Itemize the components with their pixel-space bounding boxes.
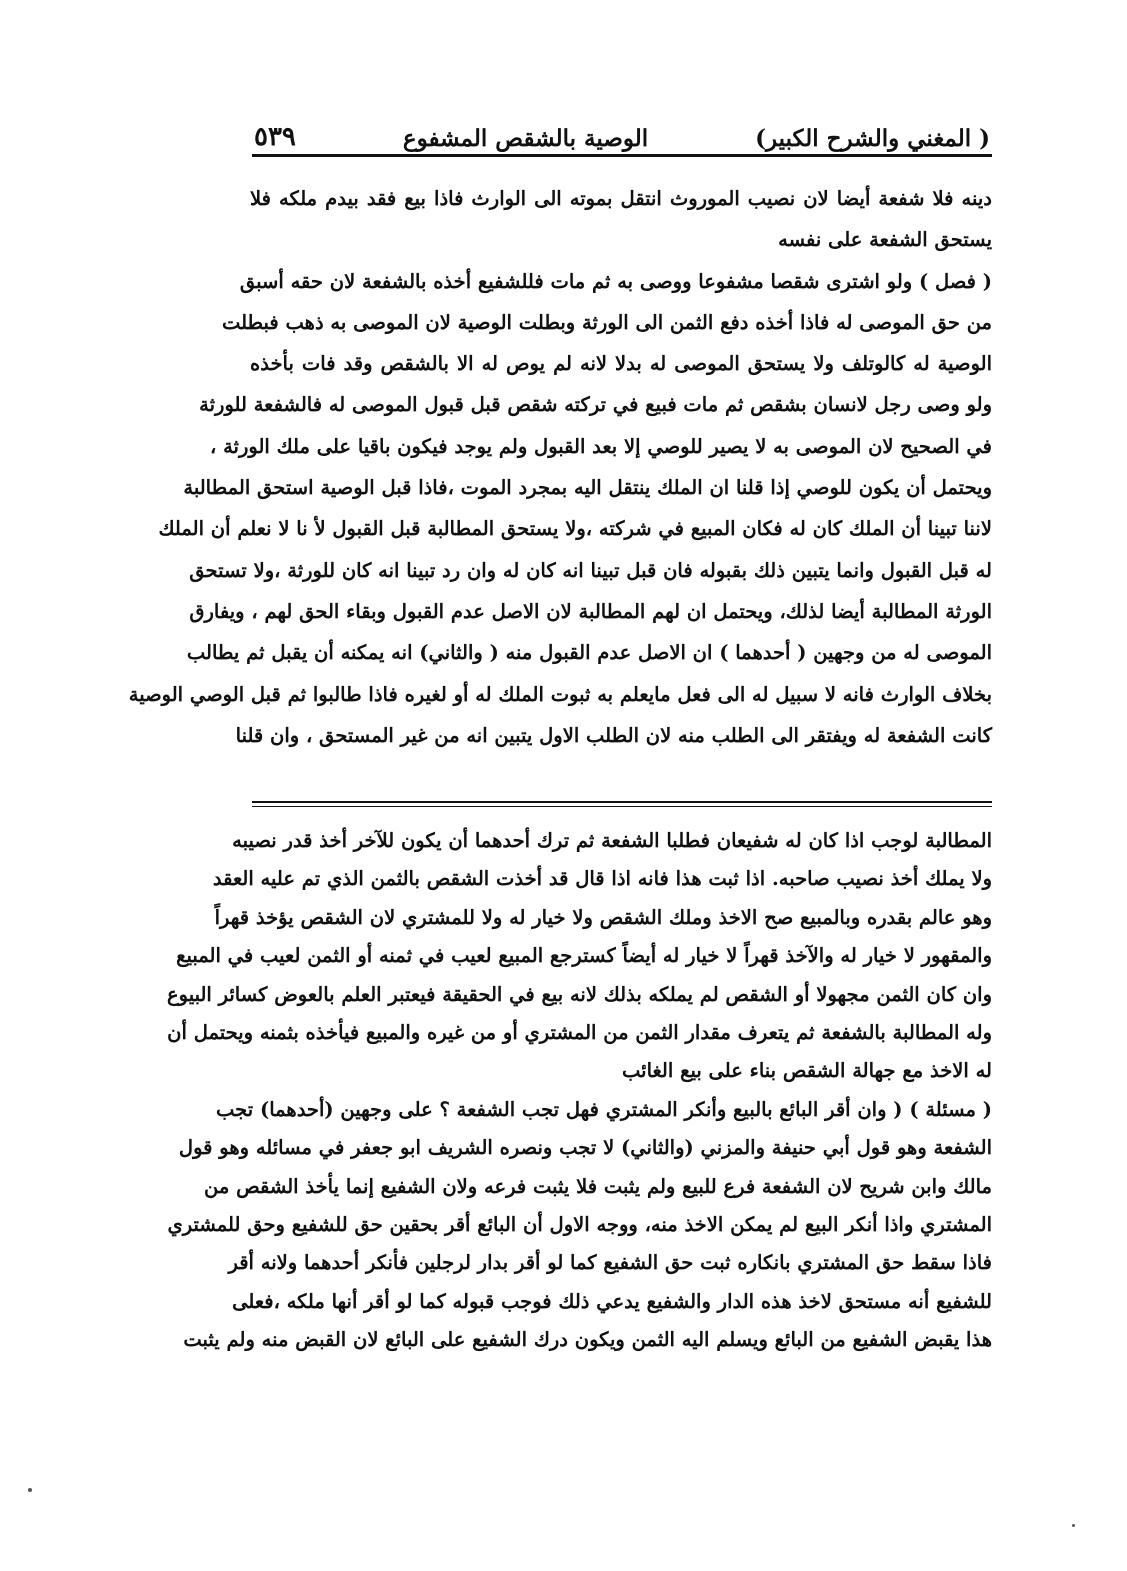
running-header — [254, 112, 990, 152]
main-text-line: ويحتمل أن يكون للوصي إذا قلنا ان الملك ينتقل اليه بمجرد الموت ،فاذا قبل الوصية استحق المطالبة — [183, 476, 992, 500]
main-text-line: من حق الموصى له فاذا أخذه دفع الثمن الى الورثة وبطلت الوصية لان الموصى به ذهب فبطلت — [221, 310, 992, 334]
commentary-line: والمقهور لا خيار له والآخذ قهراً لا خيار له أيضاً كسترجع المبيع لعيب في ثمنه أو الثمن لعيب في المبيع — [176, 944, 992, 968]
footnote-rule-bottom — [252, 806, 992, 807]
scan-speck — [1072, 1524, 1075, 1527]
main-text-line: الموصى له من وجهين ( أحدهما ) ان الاصل عدم القبول منه ( والثاني) انه يمكنه أن يقبل ثم يطالب — [186, 641, 992, 665]
commentary-line: مالك وابن شريح لان الشفعة فرع للبيع ولم يثبت فلا يثبت فرعه ولان الشفيع إنما يأخذ الشقص من — [204, 1174, 992, 1198]
commentary-line: المطالبة لوجب اذا كان له شفيعان فطلبا الشفعة ثم ترك أحدهما أن يكون للآخر أخذ قدر نصيبه — [232, 829, 992, 852]
section-title: الوصية بالشقص المشفوع — [402, 125, 649, 152]
commentary-line: هذا يقبض الشفيع من البائع ويسلم اليه الثمن ويكون درك الشفيع على البائع لان القبض منه ولم يثبت — [183, 1328, 992, 1352]
commentary-line: ولا يملك أخذ نصيب صاحبه. اذا ثبت هذا فانه اذا قال قد أخذت الشقص بالثمن الذي تم عليه العقد — [212, 867, 992, 891]
main-text-line: ولو وصى رجل لانسان بشقص ثم مات فبيع في تركته شقص قبل قبول الموصى له فالشفعة للورثة — [199, 393, 992, 417]
main-text-line: له قبل القبول وانما يتبين ذلك بقبوله فان قبل تبينا انه كان له وان رد تبينا انه كان للورثة ،ولا تستحق — [189, 558, 992, 582]
commentary-line: ( مسئلة ) ( وان أقر البائع بالبيع وأنكر المشتري فهل تجب الشفعة ؟ على وجهين (أحدهما) تجب — [216, 1097, 992, 1121]
main-text-line: ( فصل ) ولو اشترى شقصا مشفوعا ووصى به ثم مات فللشفيع أخذه بالشفعة لان حقه أسبق — [239, 269, 992, 293]
header-rule — [252, 154, 992, 157]
scan-speck — [28, 1488, 32, 1492]
main-text-line: الوصية له كالوتلف ولا يستحق الموصى له بدلا لانه لم يوص له الا بالشقص وقد فات بأخذه — [250, 352, 992, 376]
commentary-line: وله المطالبة بالشفعة ثم يتعرف مقدار الثمن من المشتري أو من غيره والمبيع فيأخذه بثمنه ويحتمل أن — [167, 1021, 992, 1045]
main-text-line: لاننا تبينا أن الملك كان له فكان المبيع في شركته ،ولا يستحق المطالبة قبل القبول لأ نا لا نعلم أن الملك — [158, 517, 992, 541]
footnote-rule-top — [252, 801, 992, 803]
commentary-text — [167, 822, 992, 1360]
main-text-line: في الصحيح لان الموصى به لا يصير للوصي إلا بعد القبول ولم يوجد فيكون باقيا على ملك الورثة ، — [210, 434, 992, 458]
commentary-line: المشتري واذا أنكر البيع لم يمكن الاخذ منه، ووجه الاول أن البائع أقر بحقين حق للشفيع وحق للمشتري — [167, 1213, 992, 1237]
commentary-line: له الاخذ مع جهالة الشقص بناء على بيع الغائب — [622, 1059, 992, 1083]
main-text-line: الورثة المطالبة أيضا لذلك، ويحتمل ان لهم المطالبة لان الاصل عدم القبول وبقاء الحق لهم ، ويفارق — [189, 599, 992, 623]
commentary-line: وان كان الثمن مجهولا أو الشقص لم يملكه بذلك لانه بيع في الحقيقة فيعتبر العلم بالعوض كسائر البيوع — [167, 982, 992, 1006]
main-text-line: بخلاف الوارث فانه لا سبيل له الى فعل مايعلم به ثبوت الملك له أو لغيره فاذا طالبوا ثم قبل الوصي الوصية — [128, 682, 992, 706]
commentary-line: وهو عالم بقدره وبالمبيع صح الاخذ وملك الشقص ولا خيار له ولا للمشتري لان الشقص يؤخذ قهراً — [214, 905, 992, 929]
commentary-line: للشفيع أنه مستحق لاخذ هذه الدار والشفيع يدعي ذلك فوجب قبوله كما لو أقر أنها ملكه ،فعلى — [232, 1289, 992, 1313]
main-text — [128, 178, 992, 756]
page-number: ٥٣٩ — [254, 122, 296, 152]
book-title: ( المغني والشرح الكبير) — [755, 125, 990, 152]
commentary-line: الشفعة وهو قول أبي حنيفة والمزني (والثاني) لا تجب ونصره الشريف ابو جعفر في مسائله وهو قول — [178, 1136, 992, 1160]
main-text-line: يستحق الشفعة على نفسه — [778, 228, 992, 252]
main-text-line: دينه فلا شفعة أيضا لان نصيب الموروث انتقل بموته الى الوارث فاذا بيع فقد بيدم ملكه فلا — [250, 187, 992, 210]
commentary-line: فاذا سقط حق المشتري بانكاره ثبت حق الشفيع كما لو أقر بدار لرجلين فأنكر أحدهما ولانه أقر — [228, 1251, 992, 1275]
main-text-line: كانت الشفعة له ويفتقر الى الطلب منه لان الطلب الاول يتبين انه من غير المستحق ، وان قلنا — [235, 723, 992, 747]
